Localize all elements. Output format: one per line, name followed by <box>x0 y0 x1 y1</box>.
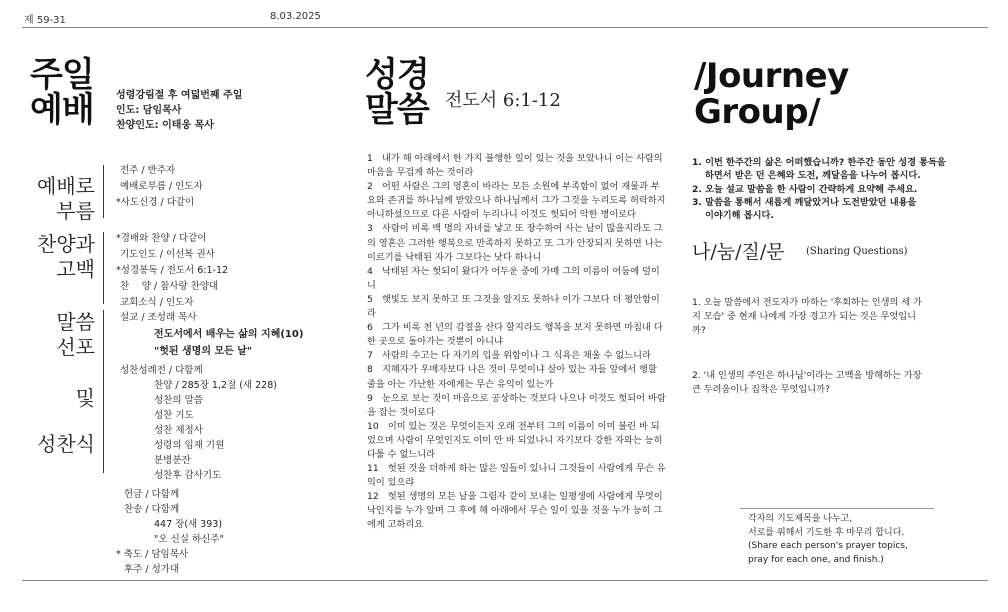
section-bar-praise <box>103 232 104 304</box>
worship-subtitle: 성령강림절 후 여덟번째 주일 <box>116 90 243 101</box>
journey-q2: 2. 오늘 설교 말씀을 한 사람이 간략하게 요약해 주세요. <box>692 184 918 195</box>
order-item: 예배로부름 / 인도자 <box>120 181 203 192</box>
section-call-line1: 예배로 <box>37 174 95 198</box>
sharing-q1-cont2: 까? <box>692 325 706 336</box>
scripture-title-line1: 성경 <box>365 55 429 95</box>
sharing-q1-cont: 지 모습' 중 현재 나에게 가장 경고가 되는 것은 무엇입니 <box>692 311 917 322</box>
order-item: 찬송 / 다함께 <box>124 504 180 515</box>
section-word-line1: 말씀 <box>56 310 95 334</box>
verse: 6 그가 비록 천 년의 갑절을 산다 할지라도 행복을 보지 못하면 마침내 다 한 곳으로 돌아가는 것뿐이 아니냐 <box>367 322 663 348</box>
section-praise-line2: 고백 <box>56 257 95 281</box>
praise-leader: 찬양인도: 이태웅 목사 <box>116 120 214 131</box>
verse: 3 사람이 비록 백 명의 자녀를 낳고 또 장수하여 사는 날이 많을지라도 그의 영혼은 그러한 행복으로 만족하지 못하고 또 그가 안장되지 못하면 나는 이르기를 낙태된 자가 그보다는 낫다 하나니 <box>367 223 663 263</box>
order-item: 찬양 / 285장 1,2절 (새 228) <box>154 380 277 391</box>
sharing-subtitle: (Sharing Questions) <box>806 246 908 257</box>
verse: 1 내가 해 아래에서 한 가지 불행한 일이 있는 것을 보았나니 이는 사람의 마음을 무겁게 하는 것이라 <box>367 153 663 179</box>
section-bar-word <box>103 310 104 473</box>
prayer-line: 각자의 기도제목을 나누고, <box>748 514 853 524</box>
journey-title-line2: Group/ <box>694 92 820 132</box>
prayer-divider <box>740 508 934 509</box>
verse: 8 지혜자가 우매자보다 나은 것이 무엇이냐 살아 있는 자들 앞에서 행할 줄을 아는 가난한 자에게는 무슨 유익이 있는가 <box>367 364 657 390</box>
section-word-line2: 선포 <box>56 335 95 359</box>
section-bar-call <box>103 165 104 218</box>
issue-number: 제 59-31 <box>24 15 66 26</box>
top-rule <box>22 27 988 28</box>
order-item: 성찬 기도 <box>154 410 194 421</box>
order-item: 설교 / 조성래 목사 <box>120 312 197 323</box>
scripture-reference: 전도서 6:1-12 <box>445 90 561 111</box>
sharing-q1: 1. 오늘 말씀에서 전도자가 마하는 '후회하는 인생의 세 가 <box>692 297 922 308</box>
prayer-note <box>748 513 908 567</box>
order-item: 성찬의 말씀 <box>154 395 203 406</box>
section-call-line2: 부름 <box>56 199 95 223</box>
verse: 4 낙태된 자는 헛되이 왔다가 어두운 중에 가매 그의 이름이 어둠에 덮이니 <box>367 265 660 291</box>
sharing-title: 나/눔/질/문 <box>692 241 785 263</box>
verse: 9 눈으로 보는 것이 마음으로 공상하는 것보다 나으나 이것도 헛되어 바람을 잡는 것이로다 <box>367 392 666 418</box>
worship-title-line2: 예배 <box>30 90 94 130</box>
worship-leader: 인도: 담임목사 <box>116 105 182 116</box>
order-item: 후주 / 성가대 <box>124 564 180 575</box>
order-item: *경배와 찬양 / 다같이 <box>116 233 207 244</box>
journey-q3-cont: 이야기해 봅시다. <box>705 210 774 221</box>
sharing-q2: 2. '내 인생의 주인은 하나님'이라는 고백을 방해하는 가장 <box>692 370 922 381</box>
verse: 10 이미 있는 것은 무엇이든지 오래 전부터 그의 이름이 이미 불린 바 되었으며 사람이 무엇인지도 이미 안 바 되었나니 자기보다 강한 자와는 능히 다툴 수 없느니라 <box>367 420 663 460</box>
order-item: 찬 양 / 참사랑 찬양대 <box>120 281 219 292</box>
order-item: 헌금 / 다함께 <box>124 489 180 500</box>
order-item: 성찬후 감사기도 <box>154 470 222 481</box>
journey-q3: 3. 말씀을 통해서 새롭게 깨달았거나 도전받았던 내용을 <box>692 197 917 208</box>
sermon-title: 전도서에서 배우는 삶의 지혜(10) <box>154 329 304 340</box>
verse: 12 헛된 생명의 모든 날을 그림자 같이 보내는 일평생에 사람에게 무엇이 낙인지를 누가 알며 그 후에 해 아래에서 무슨 일이 있을 것을 누가 능히 그에게 고하리요 <box>367 491 663 531</box>
worship-title-line1: 주일 <box>30 55 94 95</box>
sermon-subtitle: "헛된 생명의 모든 날" <box>154 346 253 357</box>
scripture-title-line2: 말씀 <box>365 90 429 130</box>
order-item: 성찬 제정사 <box>154 425 203 436</box>
prayer-line: (Share each person's prayer topics, <box>748 541 908 551</box>
order-item: "오 신실 하신주" <box>154 534 224 545</box>
section-word-line3: 및 <box>75 386 95 410</box>
order-item: *성경봉독 / 전도서 6:1-12 <box>116 265 229 276</box>
order-item: 성찬성례전 / 다함께 <box>120 365 203 376</box>
verse: 7 사람의 수고는 다 자기의 입을 위함이나 그 식욕은 채울 수 없느니라 <box>367 350 651 362</box>
section-praise-line1: 찬양과 <box>37 232 95 256</box>
verse: 2 어떤 사람은 그의 영혼이 바라는 모든 소원에 부족함이 없어 재물과 부요와 존귀를 하나님께 받았으나 하나님께서 그가 그것을 누리도록 허락하지 아니하셨으므로 다른 사람이 누리나니 이것도 헛되어 악한 병이로다 <box>367 181 666 221</box>
section-word-line4: 성찬식 <box>37 432 95 456</box>
scripture-text <box>367 152 667 533</box>
journey-title-line1: /Journey <box>694 56 849 96</box>
bottom-rule <box>22 580 988 581</box>
order-item: *사도신경 / 다같이 <box>116 197 195 208</box>
order-item: 성령의 임재 기원 <box>154 440 225 451</box>
prayer-line: pray for each one, and finish.) <box>748 554 884 565</box>
order-item: * 축도 / 담임목사 <box>116 549 189 560</box>
verse: 11 헛된 것을 더하게 하는 많은 일들이 있나니 그것들이 사람에게 무슨 유익이 있으랴 <box>367 463 666 489</box>
journey-q1: 1. 이번 한주간의 삶은 어떠했습니까? 한주간 동안 성경 통독을 <box>692 157 946 168</box>
order-item: 기도인도 / 이선복 권사 <box>120 249 215 260</box>
bulletin-date: 8.03.2025 <box>270 11 321 22</box>
order-item: 분병분잔 <box>154 455 191 466</box>
order-item: 447 장(새 393) <box>154 519 223 530</box>
sharing-q2-cont: 큰 두려움이나 집착은 무엇입니까? <box>692 384 830 395</box>
order-item: 교회소식 / 인도자 <box>120 297 194 308</box>
order-item: 전주 / 반주자 <box>120 165 176 176</box>
journey-q1-cont: 하면서 받은 던 은혜와 도전, 깨달음을 나누어 봅시다. <box>705 170 921 181</box>
prayer-line: 서로를 위해서 기도한 후 마무리 합니다. <box>748 527 905 538</box>
verse: 5 햇빛도 보지 못하고 또 그것을 알지도 못하나 이가 그보다 더 평안함이라 <box>367 293 660 320</box>
